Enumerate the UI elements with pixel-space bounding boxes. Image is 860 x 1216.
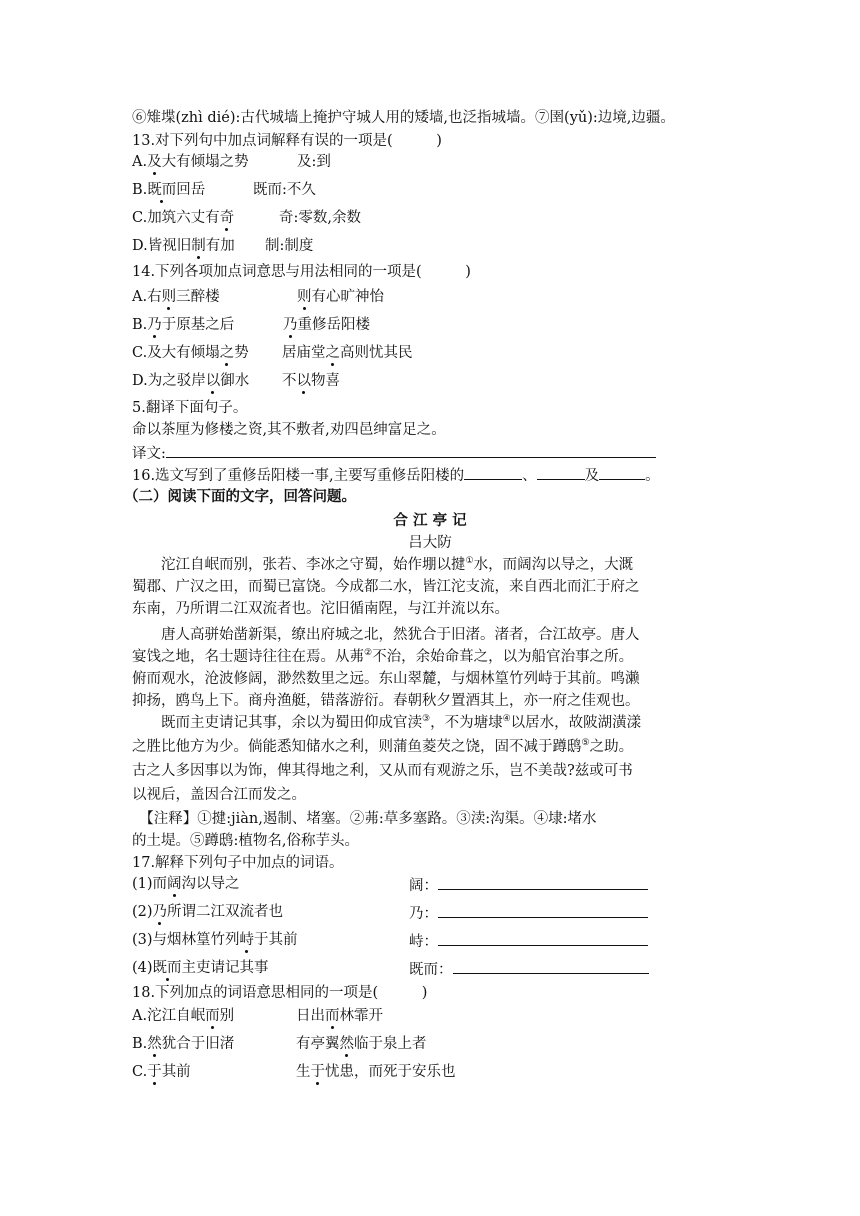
emphasis-dot-word: 于 (310, 1064, 325, 1080)
q18-option-a-left: A.沱江自岷而别 (132, 1008, 235, 1024)
question-16: 16.选文写到了重修岳阳楼一事,主要写重修岳阳楼的 、 及 。 (132, 464, 660, 486)
passage-line: 抑扬，鸥鸟上下。商舟渔艇，错落游衍。春朝秋夕置酒其上，亦一府之佳观也。 (132, 693, 640, 709)
q17-item-4-answer: 既而： (409, 958, 649, 980)
emphasis-dot-word: 则 (161, 289, 177, 305)
q18-option-c-right: 生于忧患，而死于安乐也 (296, 1064, 456, 1080)
q17-item-2: (2)乃所谓二江双流者也 (132, 904, 284, 920)
q15-answer-line: 译文: (132, 442, 656, 464)
q18-option-c-left: C.于其前 (132, 1064, 191, 1080)
q13-option-d: D.皆视旧制有加 (132, 238, 235, 254)
question-14-stem: 14.下列各项加点词意思与用法相同的一项是( ) (132, 264, 471, 280)
q17-item-4: (4)既而主吏请记其事 (132, 960, 269, 976)
q17-item-3-answer: 峙： (409, 930, 648, 952)
q14-option-c-left: C.及大有倾塌之势 (132, 345, 249, 361)
emphasis-dot-word: 制 (191, 238, 206, 254)
question-18-stem: 18.下列加点的词语意思相同的一项是( ) (132, 985, 428, 1001)
q14-option-a-left: A.右则三醉楼 (132, 289, 220, 305)
q13-option-b: B.既而回岳 (132, 182, 206, 198)
answer-blank[interactable] (537, 464, 585, 480)
emphasis-dot-word: 然 (147, 1036, 162, 1052)
q14-option-d-right: 不以物喜 (282, 373, 340, 389)
q18-option-b-right: 有亭翼然临于泉上者 (296, 1036, 427, 1052)
emphasis-dot-word: 奇 (219, 210, 235, 226)
q14-option-c-right: 居庙堂之高则忧其民 (282, 345, 413, 361)
footnote-mark: ⑤ (581, 738, 590, 749)
question-15-stem: 5.翻译下面句子。 (132, 400, 248, 416)
answer-blank[interactable] (438, 874, 648, 890)
passage-line: 既而主吏请记其事，余以为蜀田仰成官渎③，不为塘埭④以居水，故陂湖潢漾 (132, 714, 642, 731)
answer-blank[interactable] (438, 902, 648, 918)
passage-line: 沱江自岷而别，张若、李冰之守蜀，始作堋以揵①水，而阔沟以导之，大溉 (132, 556, 634, 573)
q17-item-3: (3)与烟林篁竹列峙于其前 (132, 932, 298, 948)
passage-line: 蜀郡、广汉之田，而蜀已富饶。今成都二水，皆江沱支流，来自西北而汇于府之 (132, 579, 640, 595)
emphasis-dot-word: 于 (147, 1064, 162, 1080)
answer-blank[interactable] (166, 442, 656, 458)
q14-option-a-right: 则有心旷神怡 (297, 289, 384, 305)
footnotes-line: 【注释】①揵:jiàn,遏制、堵塞。②茀:草多塞路。③渎:沟渠。④埭:堵水 (132, 811, 597, 827)
passage-line: 宴饯之地，名士题诗往往在焉。从茀②不治，余始命葺之，以为船官治事之所。 (132, 648, 634, 665)
passage-line: 东南，乃所谓二江双流者也。沱旧循南陧，与江并流以东。 (132, 601, 509, 617)
passage-line: 俯而观水，沧波修阔，渺然数里之远。东山翠麓，与烟林篁竹列峙于其前。鸣濑 (132, 671, 640, 687)
passage-line: 之胜比他方为少。倘能悉知储水之利，则蒲鱼菱芡之饶，固不减于蹲鸱⑤之助。 (132, 738, 634, 755)
emphasis-dot-word: 之 (219, 345, 235, 361)
emphasis-dot-word: 峙 (239, 932, 255, 948)
q17-item-1-answer: 阔： (409, 874, 648, 896)
passage-line: 唐人高骈始凿新渠，缭出府城之北，然犹合于旧渚。渚者，合江故亭。唐人 (132, 627, 640, 643)
emphasis-dot-word: 乃 (283, 317, 298, 333)
emphasis-dot-word: 及 (147, 154, 162, 170)
footnote-mark: ③ (422, 714, 431, 725)
q15-sentence: 命以茶厘为修楼之资,其不敷者,劝四邑绅富足之。 (132, 422, 446, 438)
q13-option-a-gloss: 及:到 (297, 154, 331, 170)
emphasis-dot-word: 然 (339, 1036, 354, 1052)
q18-option-b-left: B.然犹合于旧渚 (132, 1036, 235, 1052)
q13-option-b-gloss: 既而:不久 (253, 182, 316, 198)
answer-blank[interactable] (599, 464, 645, 480)
emphasis-dot-word: 而 (325, 1008, 340, 1024)
footnote-mark: ④ (502, 714, 511, 725)
annotation-note: ⑥雉堞(zhì dié):古代城墙上掩护守城人用的矮墙,也泛指城墙。⑦圉(yǔ):边境,边疆。 (132, 110, 675, 126)
emphasis-dot-word: 既而 (147, 182, 177, 198)
emphasis-dot-word: 之 (325, 345, 340, 361)
emphasis-dot-word: 阔 (167, 876, 182, 892)
q14-option-b-right: 乃重修岳阳楼 (283, 317, 370, 333)
emphasis-dot-word: 以 (296, 373, 311, 389)
answer-blank[interactable] (438, 930, 648, 946)
passage-title: 合 江 亭 记 (393, 513, 467, 529)
section-heading: （二）阅读下面的文字，回答问题。 (124, 489, 356, 505)
q18-option-a-right: 日出而林霏开 (296, 1008, 383, 1024)
footnotes-line: 的土堤。⑤蹲鸱:植物名,俗称芋头。 (132, 833, 359, 849)
emphasis-dot-word: 既而 (152, 960, 182, 976)
q14-option-d-left: D.为之驳岸以御水 (132, 373, 250, 389)
emphasis-dot-word: 乃 (152, 904, 168, 920)
q14-option-b-left: B.乃于原基之后 (132, 317, 235, 333)
q13-option-a: A.及大有倾塌之势 (132, 154, 249, 170)
q17-item-2-answer: 乃： (409, 902, 648, 924)
footnote-mark: ① (465, 556, 474, 567)
answer-blank[interactable] (453, 958, 649, 974)
q13-option-d-gloss: 制:制度 (265, 238, 314, 254)
q13-option-c: C.加筑六丈有奇 (132, 210, 235, 226)
footnote-mark: ② (364, 648, 373, 659)
emphasis-dot-word: 以 (205, 373, 221, 389)
emphasis-dot-word: 则 (297, 289, 312, 305)
emphasis-dot-word: 乃 (147, 317, 162, 333)
question-13-stem: 13.对下列句中加点词解释有误的一项是( ) (132, 133, 442, 149)
q13-option-c-gloss: 奇:零数,余数 (279, 210, 361, 226)
q17-item-1: (1)而阔沟以导之 (132, 876, 240, 892)
passage-line: 古之人多因事以为饰，俾其得地之利，又从而有观游之乐，岂不美哉?兹或可书 (132, 763, 633, 779)
emphasis-dot-word: 而 (205, 1008, 220, 1024)
answer-blank[interactable] (464, 464, 522, 480)
question-17-stem: 17.解释下列句子中加点的词语。 (132, 855, 344, 871)
passage-author: 吕大防 (408, 535, 452, 551)
passage-line: 以视后，盖因合江而发之。 (132, 787, 306, 803)
